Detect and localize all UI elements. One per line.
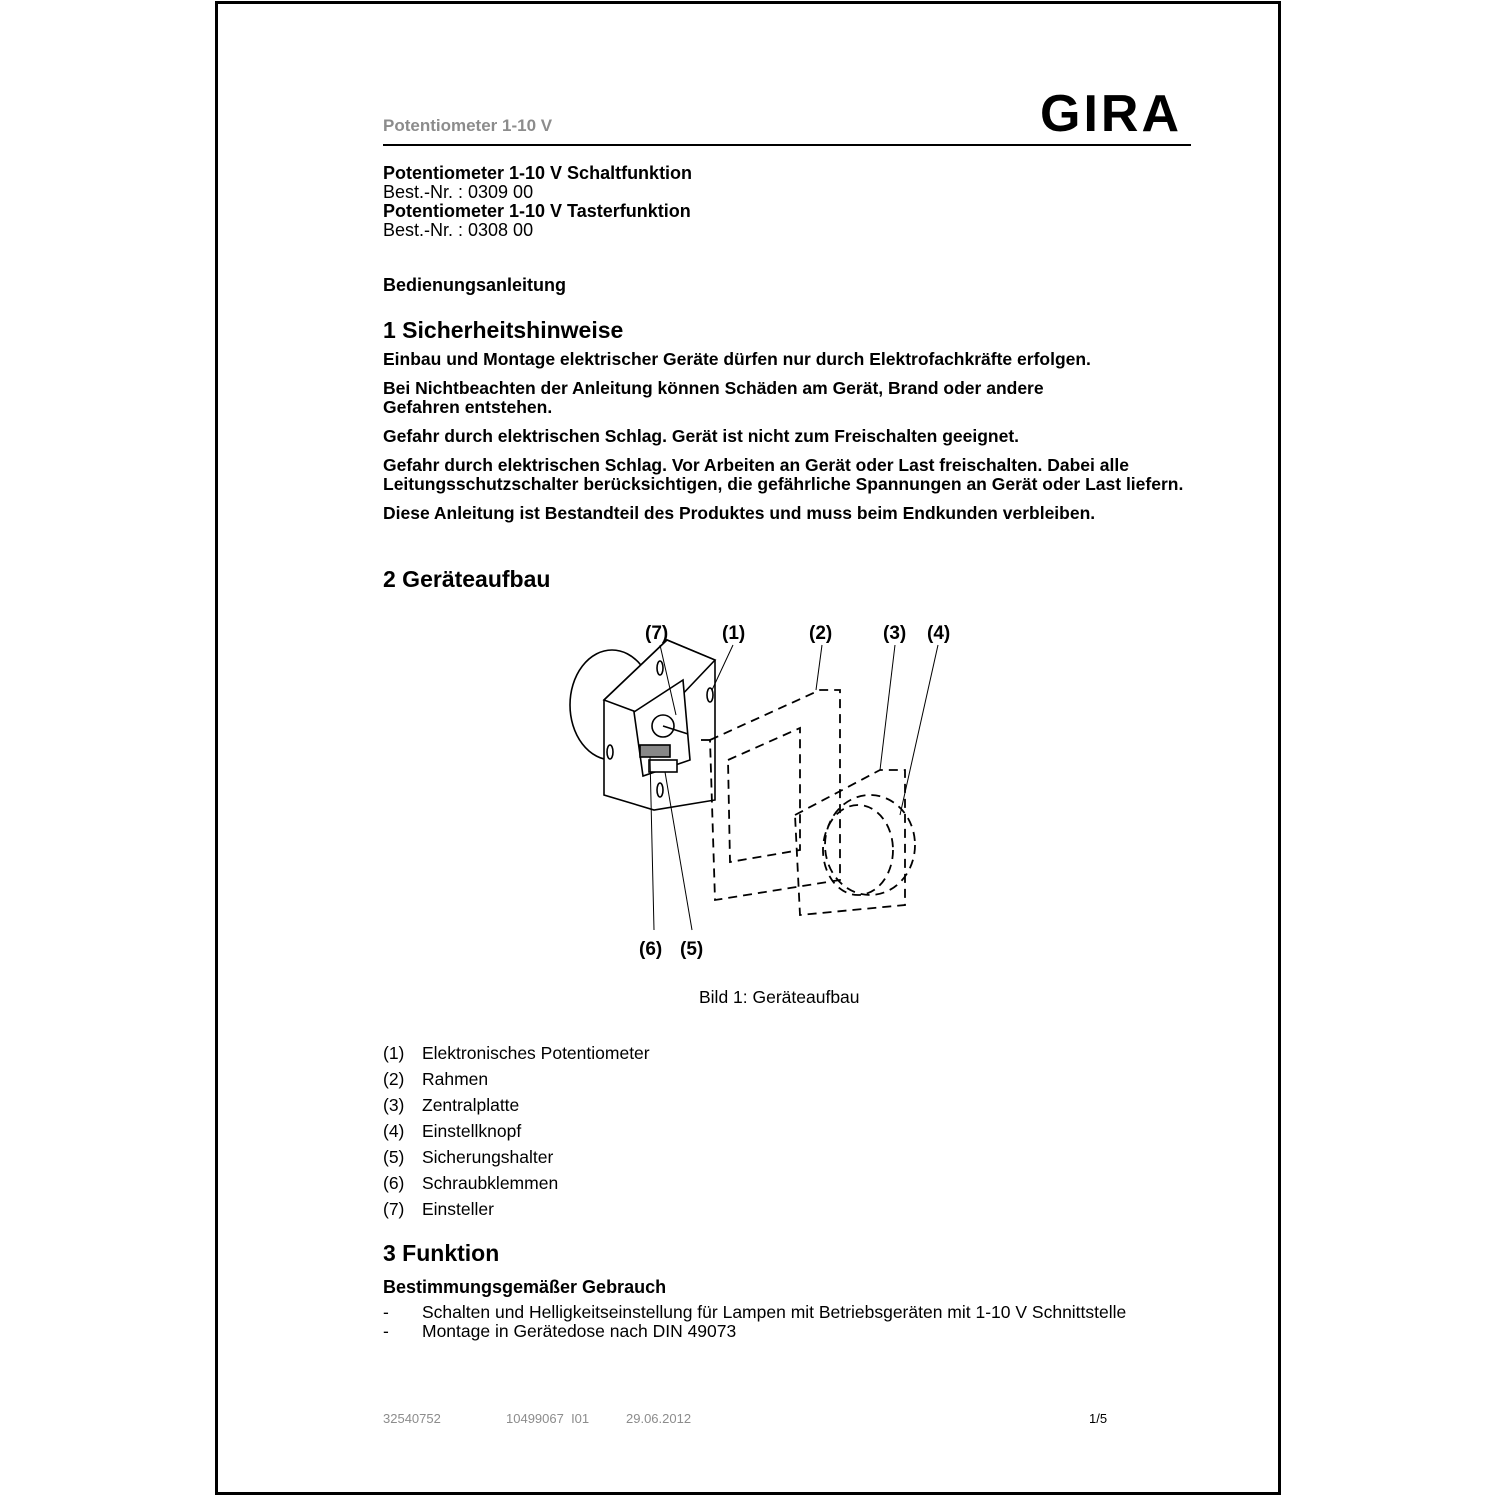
- bullet-dash: -: [383, 1321, 389, 1341]
- figure-label-6: (6): [639, 939, 663, 960]
- list-item: [383, 1092, 650, 1118]
- figure-label-5: (5): [680, 939, 704, 960]
- adjusting-knob-inner: [823, 805, 893, 895]
- legend-text: Sicherungshalter: [422, 1147, 554, 1167]
- leader-line: [880, 645, 895, 770]
- fuse-holder: [649, 760, 677, 772]
- legend-text: Einsteller: [422, 1199, 494, 1219]
- figure-label-2: (2): [809, 623, 833, 644]
- legend-text: Einstellknopf: [422, 1121, 522, 1141]
- safety-paragraph: Bei Nichtbeachten der Anleitung können Schäden am Gerät, Brand oder andere Gefahren entstehen.: [383, 378, 1044, 417]
- header-title: Potentiometer 1-10 V: [383, 116, 553, 135]
- legend-number: (5): [383, 1147, 405, 1167]
- legend-number: (3): [383, 1095, 405, 1115]
- leader-line: [900, 645, 938, 815]
- list-item: [383, 1196, 650, 1222]
- bullet-text: Montage in Gerätedose nach DIN 49073: [422, 1321, 737, 1341]
- document-type: Bedienungsanleitung: [383, 275, 567, 295]
- figure-label-3: (3): [883, 623, 907, 644]
- legend-number: (7): [383, 1199, 405, 1219]
- list-item: [383, 1322, 1126, 1341]
- product-block: [383, 164, 692, 240]
- legend-number: (2): [383, 1069, 405, 1089]
- product-order-1: Best.-Nr. : 0309 00: [383, 182, 534, 202]
- legend-number: (4): [383, 1121, 405, 1141]
- safety-paragraph: Diese Anleitung ist Bestandteil des Produktes und muss beim Endkunden verbleiben.: [383, 503, 1096, 523]
- safety-notes: [383, 350, 1203, 533]
- section-2-heading: 2 Geräteaufbau: [383, 566, 551, 592]
- frame-opening: [728, 728, 800, 862]
- screw-terminals: [640, 745, 670, 757]
- product-order-2: Best.-Nr. : 0308 00: [383, 220, 534, 240]
- legend-text: Schraubklemmen: [422, 1173, 559, 1193]
- figure-label-1: (1): [722, 623, 746, 644]
- section-3-subheading: Bestimmungsgemäßer Gebrauch: [383, 1277, 667, 1297]
- header-divider: [383, 144, 1191, 146]
- footer-date: 29.06.2012: [626, 1411, 692, 1426]
- component-legend: [383, 1040, 650, 1222]
- section-3-heading: 3 Funktion: [383, 1240, 500, 1266]
- list-item: [383, 1118, 650, 1144]
- legend-text: Zentralplatte: [422, 1095, 520, 1115]
- page-number: 1/5: [1089, 1411, 1108, 1426]
- legend-number: (1): [383, 1043, 405, 1063]
- list-item: [383, 1066, 650, 1092]
- leader-line: [816, 645, 822, 690]
- bullet-text: Schalten und Helligkeitseinstellung für Lampen mit Betriebsgeräten mit 1-10 V Schnittstelle: [422, 1302, 1127, 1322]
- legend-number: (6): [383, 1173, 405, 1193]
- list-item: [383, 1303, 1126, 1322]
- section-1-heading: 1 Sicherheitshinweise: [383, 317, 624, 343]
- device-assembly-figure: [540, 610, 980, 970]
- list-item: [383, 1170, 650, 1196]
- usage-list: [383, 1303, 1126, 1341]
- list-item: [383, 1144, 650, 1170]
- legend-text: Elektronisches Potentiometer: [422, 1043, 650, 1063]
- product-name-1: Potentiometer 1-10 V Schaltfunktion: [383, 163, 693, 183]
- bullet-dash: -: [383, 1302, 389, 1322]
- product-name-2: Potentiometer 1-10 V Tasterfunktion: [383, 201, 691, 221]
- figure-label-7: (7): [645, 623, 669, 644]
- legend-text: Rahmen: [422, 1069, 489, 1089]
- footer-code-2: 10499067 I01: [506, 1411, 590, 1426]
- list-item: [383, 1040, 650, 1066]
- safety-paragraph: Gefahr durch elektrischen Schlag. Vor Arbeiten an Gerät oder Last freischalten. Dabei alle Leitungsschutzschalter berücksichtigen, die gefährliche Spannungen an Gerät oder Last liefern.: [383, 455, 1184, 494]
- figure-label-4: (4): [927, 623, 951, 644]
- gira-logo: GIRA: [1040, 85, 1182, 143]
- footer-code-1: 32540752: [383, 1411, 441, 1426]
- figure-caption: Bild 1: Geräteaufbau: [699, 987, 860, 1007]
- safety-paragraph: Einbau und Montage elektrischer Geräte dürfen nur durch Elektrofachkräfte erfolgen.: [383, 349, 1091, 369]
- central-plate-dashed: [795, 770, 905, 915]
- safety-paragraph: Gefahr durch elektrischen Schlag. Gerät ist nicht zum Freischalten geeignet.: [383, 426, 1020, 446]
